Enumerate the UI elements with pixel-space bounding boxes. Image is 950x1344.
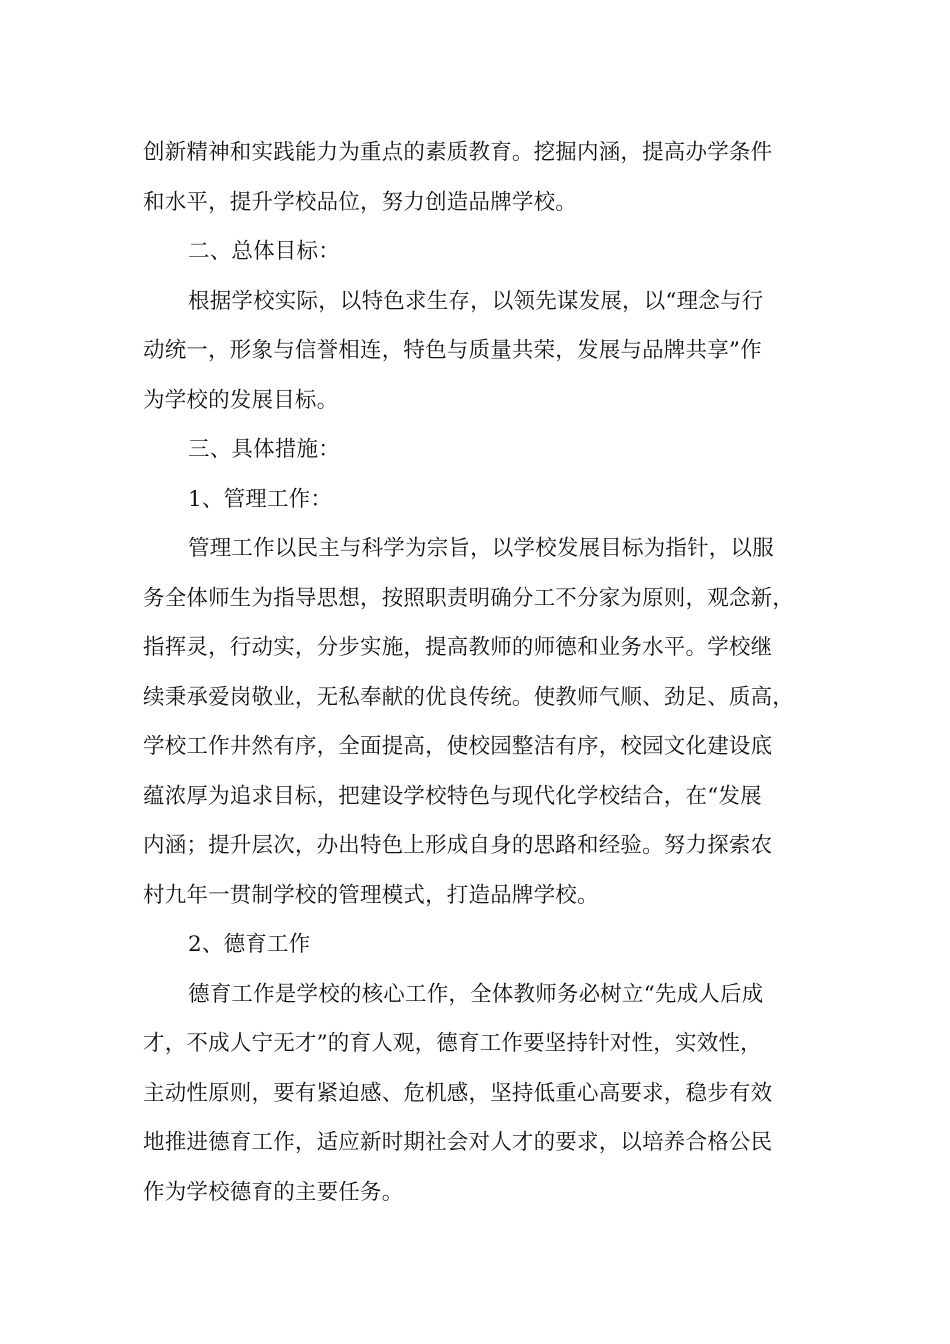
text-line: 二、总体目标：: [188, 239, 340, 264]
text-line: 地推进德育工作，适应新时期社会对人才的要求，以培养合格公民: [143, 1130, 773, 1155]
document-body: [143, 128, 833, 1217]
text-line: 管理工作以民主与科学为宗旨，以学校发展目标为指针，以服: [188, 536, 774, 561]
text-line: 2、德育工作: [188, 932, 311, 957]
text-line: 才，不成人宁无才”的育人观，德育工作要坚持针对性，实效性，: [143, 1031, 762, 1056]
text-line: 主动性原则，要有紧迫感、危机感，坚持低重心高要求，稳步有效: [143, 1080, 773, 1106]
text-line: 作为学校德育的主要任务。: [143, 1179, 404, 1205]
text-line: 三、具体措施：: [188, 437, 340, 462]
text-line: 续秉承爱岗敬业，无私奉献的优良传统。使教师气顺、劲足、质高，: [143, 684, 795, 710]
text-line: 和水平，提升学校品位，努力创造品牌学校。: [143, 189, 578, 215]
text-line: 务全体师生为指导思想，按照职责明确分工不分家为原则，观念新，: [143, 585, 795, 611]
text-line: 动统一，形象与信誉相连，特色与质量共荣，发展与品牌共享”作: [143, 338, 762, 363]
text-line: 创新精神和实践能力为重点的素质教育。挖掘内涵，提高办学条件: [143, 140, 773, 165]
text-line: 内涵；提升层次，办出特色上形成自身的思路和经验。努力探索农: [143, 833, 773, 858]
text-line: 村九年一贯制学校的管理模式，打造品牌学校。: [143, 882, 599, 908]
text-line: 指挥灵，行动实，分步实施，提高教师的师德和业务水平。学校继: [143, 635, 773, 660]
text-line: 根据学校实际，以特色求生存，以领先谋发展，以“理念与行: [188, 288, 764, 314]
text-line: 1、管理工作：: [188, 486, 333, 512]
text-line: 为学校的发展目标。: [143, 387, 339, 413]
text-line: 德育工作是学校的核心工作，全体教师务必树立“先成人后成: [188, 981, 764, 1007]
text-line: 学校工作井然有序，全面提高，使校园整洁有序，校园文化建设底: [143, 734, 773, 759]
text-line: 蕴浓厚为追求目标，把建设学校特色与现代化学校结合，在“发展: [143, 783, 762, 809]
